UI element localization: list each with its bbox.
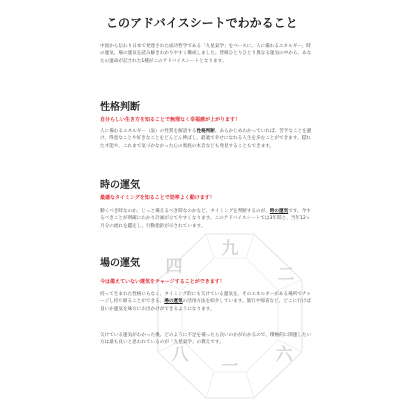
body-text: の活用方法を紹介しています。旅行や帰省など、どこに行けば良いか運気を味方にお出かけができるようになります。 bbox=[100, 299, 311, 312]
chart-label-bottom-left: 八 bbox=[171, 345, 189, 365]
section-accent-place-luck: 今は備えていない運気をチャージすることができます！ bbox=[100, 279, 225, 285]
section-accent-personality: 自分らしい生き方を知ることで無理なく幸福感が上がります！ bbox=[100, 117, 241, 123]
chart-label-bottom-right: 六 bbox=[275, 345, 293, 365]
chart-label-left: 四 bbox=[165, 257, 183, 277]
section-heading-place-luck: 場の運気 bbox=[100, 258, 140, 269]
chart-label-top: 九 bbox=[221, 239, 239, 259]
section-extra-place-luck: 欠けている運気がわかった後、どのように不足を補ったら良いのかがわかるので、積極的に開運したい方は最も良いと思われているのが「九星氣学」の教えです。 bbox=[100, 333, 312, 346]
section-body-personality bbox=[100, 128, 312, 150]
intro-paragraph: 中国から伝わり日本で発達された成功哲学である「九星氣学」をベースに、人に備わるエネルギー、時の運気、場の運気を読み解きわかりやすく構成しました。皆様ひとりひとり異なる運気の中から、あなたの運命が記された1種がこのアドバイスシートとなります。 bbox=[100, 44, 312, 64]
section-body-time-luck bbox=[100, 208, 312, 230]
highlight-text: 場の運気 bbox=[164, 299, 183, 305]
body-text: 動くべき時なのか、じっと備えるべき時なのかなど、タイミングを判断するのが、 bbox=[100, 209, 270, 214]
section-heading-personality: 性格判断 bbox=[100, 102, 140, 113]
body-text: 。あらかじめわかっていれば、苦手なことを避け、得意なことや好きなことをどんどん伸ばし、最適で幸せになれる人生を歩むことができます。隠れた才能や、これまで気づかなかった心の奥底の本音なども発見することもできます。 bbox=[100, 129, 312, 149]
section-body-place-luck bbox=[100, 291, 312, 313]
body-text: 持って生まれた性格にもなく、タイミング的にも欠けている運気を、そのエネルギーがある場所でチャージし持ち帰ることができる、 bbox=[100, 292, 311, 305]
body-text: 人に備わるエネルギー（氣）の性質を解読する bbox=[100, 129, 197, 134]
octagon-inner bbox=[182, 258, 278, 372]
octagon-graphic bbox=[150, 228, 310, 400]
highlight-text: 時の運気 bbox=[269, 209, 289, 214]
chart-label-right: 二 bbox=[277, 265, 295, 285]
chart-label-bottom: 一 bbox=[221, 357, 239, 377]
highlight-text: 性格判断 bbox=[196, 129, 215, 134]
kyusei-octagon-chart bbox=[150, 228, 310, 400]
section-accent-time-luck: 最適なタイミングを知ることで効率よく動けます！ bbox=[100, 195, 215, 201]
page-title: このアドバイスシートでわかること bbox=[106, 16, 298, 30]
body-text: です。今するべきことが明確にわかり計画が立てやすくなります。このアドバイスシートでは3年間と、当年12ヶ月分の流れを鑑定し、行動指針が示されています。 bbox=[100, 209, 311, 229]
section-heading-time-luck: 時の運気 bbox=[100, 180, 140, 191]
